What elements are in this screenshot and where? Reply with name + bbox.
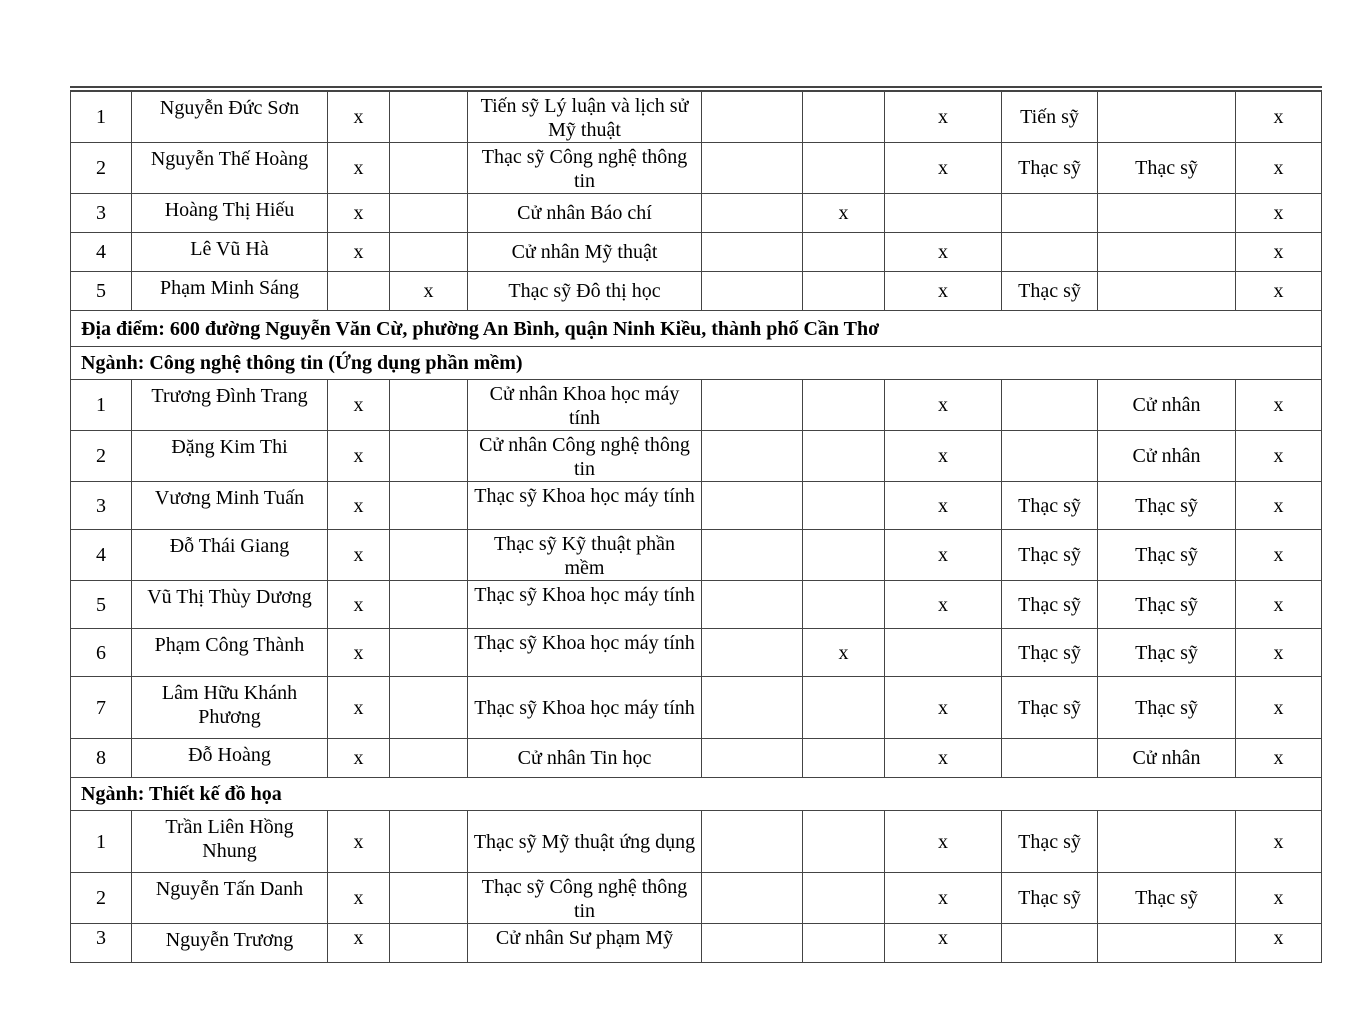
cell-col-7: Thạc sỹ	[1002, 581, 1098, 629]
table-row	[71, 629, 1322, 677]
staff-name: Lê Vũ Hà	[132, 233, 328, 272]
table-row	[71, 194, 1322, 233]
row-number: 3	[71, 482, 132, 530]
cell-col-9: x	[1236, 431, 1322, 482]
table-row	[71, 233, 1322, 272]
cell-col-1: x	[328, 233, 390, 272]
staff-name: Vương Minh Tuấn	[132, 482, 328, 530]
cell-col-8: Thạc sỹ	[1098, 629, 1236, 677]
cell-col-8	[1098, 233, 1236, 272]
cell-col-2	[390, 143, 468, 194]
cell-col-7	[1002, 233, 1098, 272]
cell-col-1: x	[328, 89, 390, 143]
cell-col-8: Cử nhân	[1098, 380, 1236, 431]
cell-col-9: x	[1236, 581, 1322, 629]
row-number: 1	[71, 380, 132, 431]
degree-cell: Thạc sỹ Đô thị học	[468, 272, 702, 311]
cell-col-4	[702, 530, 803, 581]
degree-cell: Cử nhân Sư phạm Mỹ	[468, 924, 702, 963]
staff-name: Phạm Công Thành	[132, 629, 328, 677]
location-row	[71, 311, 1322, 347]
staff-name: Trần Liên Hồng Nhung	[132, 811, 328, 873]
cell-col-2	[390, 380, 468, 431]
cell-col-1: x	[328, 629, 390, 677]
cell-col-7: Tiến sỹ	[1002, 89, 1098, 143]
cell-col-7	[1002, 739, 1098, 778]
cell-col-4	[702, 581, 803, 629]
row-number: 6	[71, 629, 132, 677]
cell-col-9: x	[1236, 380, 1322, 431]
cell-col-9: x	[1236, 530, 1322, 581]
cell-col-4	[702, 739, 803, 778]
staff-name: Nguyễn Đức Sơn	[132, 89, 328, 143]
cell-col-6: x	[885, 143, 1002, 194]
staff-name: Nguyễn Trương	[132, 924, 328, 963]
cell-col-5: x	[803, 629, 885, 677]
section-row	[71, 347, 1322, 380]
degree-cell: Thạc sỹ Công nghệ thông tin	[468, 143, 702, 194]
cell-col-7: Thạc sỹ	[1002, 482, 1098, 530]
cell-col-4	[702, 194, 803, 233]
cell-col-4	[702, 482, 803, 530]
cell-col-6	[885, 194, 1002, 233]
cell-col-6: x	[885, 924, 1002, 963]
staff-name: Lâm Hữu Khánh Phương	[132, 677, 328, 739]
table-row	[71, 924, 1322, 963]
cell-col-4	[702, 431, 803, 482]
row-number: 2	[71, 431, 132, 482]
cell-col-7: Thạc sỹ	[1002, 873, 1098, 924]
staff-name: Phạm Minh Sáng	[132, 272, 328, 311]
cell-col-2	[390, 924, 468, 963]
section-heading-it: Ngành: Công nghệ thông tin (Ứng dụng phần mềm)	[71, 347, 1322, 380]
cell-col-4	[702, 873, 803, 924]
cell-col-4	[702, 272, 803, 311]
cell-col-6	[885, 629, 1002, 677]
cell-col-2	[390, 482, 468, 530]
degree-cell: Cử nhân Mỹ thuật	[468, 233, 702, 272]
cell-col-5	[803, 272, 885, 311]
row-number: 5	[71, 581, 132, 629]
cell-col-8	[1098, 811, 1236, 873]
cell-col-2	[390, 194, 468, 233]
cell-col-7: Thạc sỹ	[1002, 272, 1098, 311]
row-number: 3	[71, 194, 132, 233]
degree-cell: Thạc sỹ Khoa học máy tính	[468, 482, 702, 530]
cell-col-1: x	[328, 739, 390, 778]
cell-col-2	[390, 739, 468, 778]
cell-col-5	[803, 581, 885, 629]
degree-cell: Thạc sỹ Khoa học máy tính	[468, 629, 702, 677]
cell-col-5	[803, 739, 885, 778]
cell-col-9: x	[1236, 89, 1322, 143]
cell-col-1: x	[328, 530, 390, 581]
cell-col-1: x	[328, 581, 390, 629]
cell-col-2	[390, 677, 468, 739]
cell-col-4	[702, 143, 803, 194]
location-heading: Địa điểm: 600 đường Nguyễn Văn Cừ, phường An Bình, quận Ninh Kiều, thành phố Cần Thơ	[71, 311, 1322, 347]
cell-col-6: x	[885, 739, 1002, 778]
cell-col-6: x	[885, 272, 1002, 311]
staff-table	[70, 86, 1322, 963]
cell-col-6: x	[885, 581, 1002, 629]
cell-col-1: x	[328, 482, 390, 530]
degree-cell: Cử nhân Tin học	[468, 739, 702, 778]
cell-col-8	[1098, 924, 1236, 963]
cell-col-9: x	[1236, 677, 1322, 739]
cell-col-1: x	[328, 380, 390, 431]
table-row	[71, 873, 1322, 924]
cell-col-9: x	[1236, 924, 1322, 963]
staff-name: Nguyễn Tấn Danh	[132, 873, 328, 924]
section-row	[71, 778, 1322, 811]
cell-col-5: x	[803, 194, 885, 233]
cell-col-2	[390, 431, 468, 482]
row-number: 7	[71, 677, 132, 739]
cell-col-6: x	[885, 530, 1002, 581]
degree-cell: Cử nhân Báo chí	[468, 194, 702, 233]
degree-cell: Thạc sỹ Khoa học máy tính	[468, 581, 702, 629]
cell-col-1: x	[328, 143, 390, 194]
staff-name: Vũ Thị Thùy Dương	[132, 581, 328, 629]
table-row	[71, 581, 1322, 629]
cell-col-8: Thạc sỹ	[1098, 143, 1236, 194]
cell-col-5	[803, 89, 885, 143]
cell-col-7: Thạc sỹ	[1002, 629, 1098, 677]
cell-col-8	[1098, 272, 1236, 311]
degree-cell: Cử nhân Công nghệ thông tin	[468, 431, 702, 482]
table-row	[71, 739, 1322, 778]
cell-col-9: x	[1236, 194, 1322, 233]
cell-col-4	[702, 677, 803, 739]
cell-col-9: x	[1236, 143, 1322, 194]
cell-col-1	[328, 272, 390, 311]
cell-col-9: x	[1236, 233, 1322, 272]
cell-col-7: Thạc sỹ	[1002, 677, 1098, 739]
row-number: 2	[71, 873, 132, 924]
cell-col-5	[803, 482, 885, 530]
cell-col-8: Thạc sỹ	[1098, 873, 1236, 924]
cell-col-2	[390, 530, 468, 581]
degree-cell: Tiến sỹ Lý luận và lịch sử Mỹ thuật	[468, 89, 702, 143]
cell-col-6: x	[885, 677, 1002, 739]
cell-col-8: Thạc sỹ	[1098, 482, 1236, 530]
row-number: 4	[71, 233, 132, 272]
cell-col-5	[803, 811, 885, 873]
degree-cell: Thạc sỹ Kỹ thuật phần mềm	[468, 530, 702, 581]
cell-col-9: x	[1236, 482, 1322, 530]
cell-col-7: Thạc sỹ	[1002, 143, 1098, 194]
cell-col-5	[803, 677, 885, 739]
cell-col-7: Thạc sỹ	[1002, 530, 1098, 581]
row-number: 4	[71, 530, 132, 581]
degree-cell: Thạc sỹ Công nghệ thông tin	[468, 873, 702, 924]
cell-col-5	[803, 873, 885, 924]
cell-col-5	[803, 233, 885, 272]
row-number: 8	[71, 739, 132, 778]
table-row	[71, 530, 1322, 581]
cell-col-6: x	[885, 811, 1002, 873]
cell-col-9: x	[1236, 272, 1322, 311]
table-row	[71, 811, 1322, 873]
staff-name: Trương Đình Trang	[132, 380, 328, 431]
cell-col-9: x	[1236, 629, 1322, 677]
table-row	[71, 272, 1322, 311]
table-row	[71, 143, 1322, 194]
cell-col-2: x	[390, 272, 468, 311]
staff-name: Đỗ Thái Giang	[132, 530, 328, 581]
table-row	[71, 677, 1322, 739]
cell-col-8: Cử nhân	[1098, 431, 1236, 482]
row-number: 1	[71, 89, 132, 143]
table-row	[71, 380, 1322, 431]
cell-col-8: Cử nhân	[1098, 739, 1236, 778]
cell-col-6: x	[885, 233, 1002, 272]
cell-col-4	[702, 233, 803, 272]
cell-col-6: x	[885, 380, 1002, 431]
cell-col-9: x	[1236, 873, 1322, 924]
cell-col-2	[390, 89, 468, 143]
cell-col-7	[1002, 431, 1098, 482]
cell-col-2	[390, 811, 468, 873]
staff-name: Hoàng Thị Hiếu	[132, 194, 328, 233]
row-number: 5	[71, 272, 132, 311]
cell-col-5	[803, 530, 885, 581]
cell-col-1: x	[328, 677, 390, 739]
cell-col-1: x	[328, 194, 390, 233]
cell-col-1: x	[328, 811, 390, 873]
cell-col-4	[702, 380, 803, 431]
cell-col-8: Thạc sỹ	[1098, 677, 1236, 739]
cell-col-5	[803, 924, 885, 963]
cell-col-7: Thạc sỹ	[1002, 811, 1098, 873]
row-number: 3	[71, 924, 132, 963]
cell-col-4	[702, 89, 803, 143]
cell-col-2	[390, 581, 468, 629]
staff-name: Đặng Kim Thi	[132, 431, 328, 482]
cell-col-5	[803, 431, 885, 482]
cell-col-6: x	[885, 873, 1002, 924]
table-row	[71, 431, 1322, 482]
table-row	[71, 482, 1322, 530]
cell-col-9: x	[1236, 739, 1322, 778]
cell-col-7	[1002, 924, 1098, 963]
table-row	[71, 89, 1322, 143]
row-number: 1	[71, 811, 132, 873]
cell-col-1: x	[328, 924, 390, 963]
degree-cell: Cử nhân Khoa học máy tính	[468, 380, 702, 431]
degree-cell: Thạc sỹ Mỹ thuật ứng dụng	[468, 811, 702, 873]
cell-col-5	[803, 143, 885, 194]
cell-col-4	[702, 629, 803, 677]
cell-col-6: x	[885, 89, 1002, 143]
cell-col-6: x	[885, 482, 1002, 530]
cell-col-7	[1002, 194, 1098, 233]
staff-name: Nguyễn Thế Hoàng	[132, 143, 328, 194]
staff-table-page	[70, 86, 1322, 963]
cell-col-2	[390, 629, 468, 677]
cell-col-8	[1098, 194, 1236, 233]
cell-col-2	[390, 233, 468, 272]
cell-col-7	[1002, 380, 1098, 431]
row-number: 2	[71, 143, 132, 194]
cell-col-1: x	[328, 431, 390, 482]
staff-name: Đỗ Hoàng	[132, 739, 328, 778]
cell-col-8: Thạc sỹ	[1098, 581, 1236, 629]
cell-col-5	[803, 380, 885, 431]
degree-cell: Thạc sỹ Khoa học máy tính	[468, 677, 702, 739]
cell-col-2	[390, 873, 468, 924]
section-heading-graphic-design: Ngành: Thiết kế đồ họa	[71, 778, 1322, 811]
cell-col-4	[702, 811, 803, 873]
cell-col-8: Thạc sỹ	[1098, 530, 1236, 581]
cell-col-4	[702, 924, 803, 963]
cell-col-1: x	[328, 873, 390, 924]
cell-col-6: x	[885, 431, 1002, 482]
cell-col-8	[1098, 89, 1236, 143]
cell-col-9: x	[1236, 811, 1322, 873]
